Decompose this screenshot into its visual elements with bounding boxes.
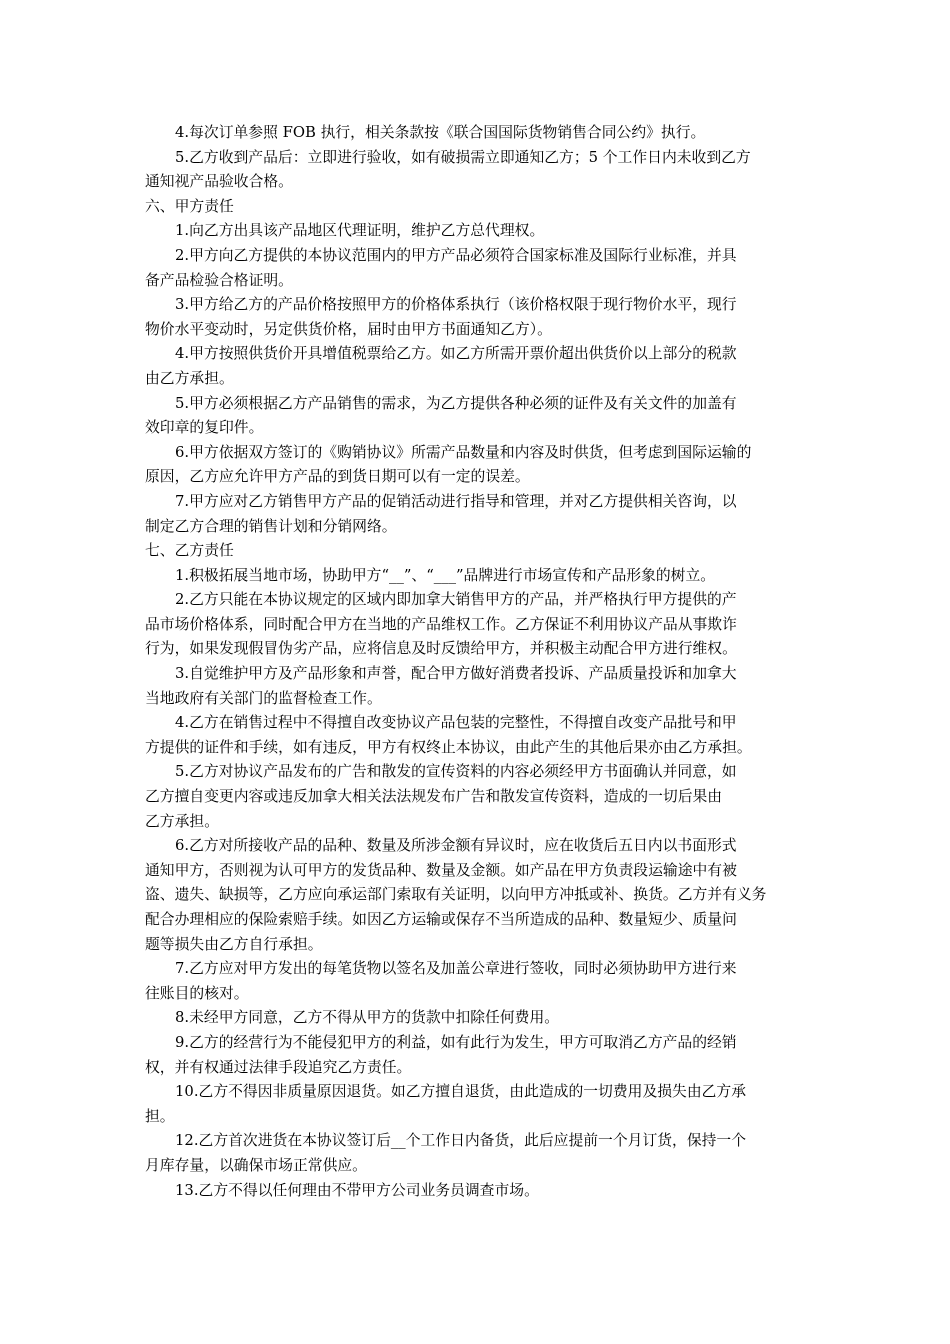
- paragraph-line: 效印章的复印件。: [145, 419, 264, 437]
- paragraph-line: 配合办理相应的保险索赔手续。如因乙方运输或保存不当所造成的品种、数量短少、质量问: [145, 911, 737, 928]
- clause-paragraph: [145, 957, 810, 1006]
- clause-paragraph: [145, 564, 810, 589]
- clause-paragraph: [145, 490, 810, 539]
- section-heading: 六、甲方责任: [145, 197, 234, 215]
- paragraph-line: 月库存量，以确保市场正常供应。: [145, 1156, 367, 1174]
- paragraph-line: 由乙方承担。: [145, 369, 234, 387]
- paragraph-line: 5.乙方收到产品后：立即进行验收，如有破损需立即通知乙方；5 个工作日内未收到乙方: [175, 148, 751, 166]
- paragraph-line: 方提供的证件和手续，如有违反，甲方有权终止本协议，由此产生的其他后果亦由乙方承担。: [145, 738, 752, 756]
- paragraph-line: 6.甲方依据双方签订的《购销协议》所需产品数量和内容及时供货，但考虑到国际运输的: [175, 443, 752, 461]
- paragraph-line: 乙方承担。: [145, 812, 219, 830]
- clause-paragraph: [145, 588, 810, 662]
- document-body: [145, 121, 810, 1203]
- clause-paragraph: [145, 441, 810, 490]
- clause-paragraph: [145, 711, 810, 760]
- paragraph-line: 10.乙方不得因非质量原因退货。如乙方擅自退货，由此造成的一切费用及损失由乙方承: [175, 1083, 747, 1101]
- paragraph-line: 8.未经甲方同意，乙方不得从甲方的货款中扣除任何费用。: [175, 1009, 560, 1027]
- clause-paragraph: [145, 834, 810, 957]
- paragraph-line: 乙方擅自变更内容或违反加拿大相关法法规发布广告和散发宣传资料，造成的一切后果由: [145, 788, 723, 806]
- section-heading: 七、乙方责任: [145, 542, 234, 560]
- paragraph-line: 2.甲方向乙方提供的本协议范围内的甲方产品必须符合国家标准及国际行业标准，并具: [175, 246, 737, 264]
- clause-paragraph: [145, 293, 810, 342]
- paragraph-line: 当地政府有关部门的监督检查工作。: [145, 689, 382, 707]
- paragraph-line: 题等损失由乙方自行承担。: [145, 935, 323, 953]
- paragraph-line: 5.乙方对协议产品发布的广告和散发的宣传资料的内容必须经甲方书面确认并同意，如: [175, 763, 737, 781]
- clause-paragraph: [145, 1006, 810, 1031]
- clause-paragraph: [145, 1031, 810, 1080]
- paragraph-line: 2.乙方只能在本协议规定的区域内即加拿大销售甲方的产品，并严格执行甲方提供的产: [175, 591, 737, 609]
- clause-paragraph: [145, 342, 810, 391]
- paragraph-line: 3.自觉维护甲方及产品形象和声誉，配合甲方做好消费者投诉、产品质量投诉和加拿大: [175, 665, 737, 683]
- clause-paragraph: [145, 392, 810, 441]
- paragraph-line: 13.乙方不得以任何理由不带甲方公司业务员调查市场。: [175, 1181, 539, 1199]
- paragraph-line: 7.甲方应对乙方销售甲方产品的促销活动进行指导和管理，并对乙方提供相关咨询，以: [175, 492, 737, 510]
- paragraph-line: 1.向乙方出具该产品地区代理证明，维护乙方总代理权。: [175, 222, 545, 240]
- paragraph-line: 担。: [145, 1107, 175, 1125]
- clause-paragraph: [145, 662, 810, 711]
- paragraph-line: 4.甲方按照供货价开具增值税票给乙方。如乙方所需开票价超出供货价以上部分的税款: [175, 345, 737, 363]
- paragraph-line: 通知视产品验收合格。: [145, 173, 293, 191]
- paragraph-line: 6.乙方对所接收产品的品种、数量及所涉金额有异议时，应在收货后五日内以书面形式: [175, 837, 737, 855]
- paragraph-line: 9.乙方的经营行为不能侵犯甲方的利益，如有此行为发生，甲方可取消乙方产品的经销: [175, 1033, 737, 1051]
- paragraph-line: 原因，乙方应允许甲方产品的到货日期可以有一定的误差。: [145, 468, 530, 486]
- paragraph-line: 4.每次订单参照 FOB 执行，相关条款按《联合国国际货物销售合同公约》执行。: [175, 124, 706, 141]
- paragraph-line: 12.乙方首次进货在本协议签订后__个工作日内备货，此后应提前一个月订货，保持一个: [175, 1132, 747, 1150]
- paragraph-line: 3.甲方给乙方的产品价格按照甲方的价格体系执行（该价格权限于现行物价水平，现行: [175, 296, 737, 314]
- clause-paragraph: [145, 760, 810, 834]
- paragraph-line: 1.积极拓展当地市场，协助甲方“__”、“___”品牌进行市场宣传和产品形象的树立。: [175, 566, 716, 584]
- paragraph-line: 备产品检验合格证明。: [145, 271, 293, 289]
- paragraph-line: 品市场价格体系，同时配合甲方在当地的产品维权工作。乙方保证不利用协议产品从事欺诈: [145, 615, 737, 633]
- paragraph-line: 往账目的核对。: [145, 984, 249, 1002]
- paragraph-line: 权，并有权通过法律手段追究乙方责任。: [145, 1058, 412, 1076]
- paragraph-line: 7.乙方应对甲方发出的每笔货物以签名及加盖公章进行签收，同时必须协助甲方进行来: [175, 960, 737, 978]
- clause-paragraph: [145, 1179, 810, 1204]
- clause-paragraph: [145, 121, 810, 146]
- clause-paragraph: [145, 146, 810, 195]
- clause-paragraph: [145, 1080, 810, 1129]
- clause-paragraph: [145, 244, 810, 293]
- paragraph-line: 制定乙方合理的销售计划和分销网络。: [145, 517, 397, 535]
- clause-paragraph: [145, 1129, 810, 1178]
- paragraph-line: 5.甲方必须根据乙方产品销售的需求，为乙方提供各种必须的证件及有关文件的加盖有: [175, 394, 737, 412]
- paragraph-line: 盗、遗失、缺损等，乙方应向承运部门索取有关证明，以向甲方冲抵或补、换货。乙方并有义务: [145, 886, 767, 904]
- paragraph-line: 通知甲方，否则视为认可甲方的发货品种、数量及金额。如产品在甲方负责段运输途中有被: [145, 861, 737, 879]
- clause-paragraph: [145, 219, 810, 244]
- paragraph-line: 4.乙方在销售过程中不得擅自改变协议产品包装的完整性，不得擅自改变产品批号和甲: [175, 714, 737, 732]
- paragraph-line: 物价水平变动时，另定供货价格，届时由甲方书面通知乙方）。: [145, 320, 552, 338]
- paragraph-line: 行为，如果发现假冒伪劣产品，应将信息及时反馈给甲方，并积极主动配合甲方进行维权。: [145, 640, 737, 658]
